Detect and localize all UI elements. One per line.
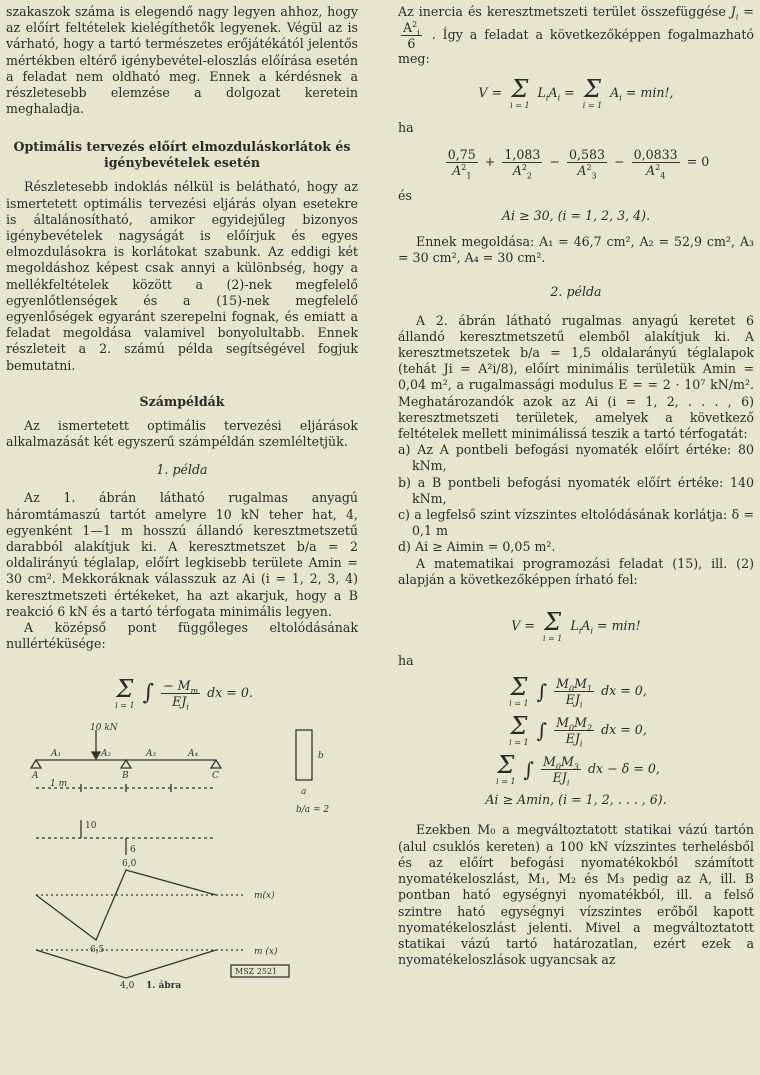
left-paragraph-3: Az ismertetett optimális tervezési eljárások alkalmazását két egyszerű számpéldán szemléltetjük. — [6, 417, 358, 450]
fig-point-c: C — [212, 770, 219, 781]
solution-paragraph: Ennek megoldása: A₁ = 46,7 cm², A₂ = 52,9 cm², A₃ = 30 cm², A₄ = 30 cm². — [398, 234, 754, 266]
fig-value-65: 6,5 — [90, 944, 105, 955]
support-b — [121, 760, 131, 768]
figure-1 — [6, 720, 358, 990]
fig-a1: A₁ — [51, 748, 62, 759]
ha-label: ha — [398, 120, 414, 136]
fig-value-60: 6,0 — [122, 858, 137, 869]
fig-caption: 1. ábra — [146, 980, 182, 990]
fig-a2: A₂ — [101, 748, 112, 759]
right-paragraph-3: A 2. ábrán látható rugalmas anyagú keretet 6 állandó keresztmetszetű elemből alakítjuk ki. A keresztmetszetek b/a = 1,5 oldalarányú téglalapok (tehát Ji = A²i/8), előírt minimális területük Amin = 0,04 m², a rugalmassági modulus E = = 2 · 10⁷ kN/m². Meghatározandók azok az Ai (i = 1, 2, . . . , 6) keresztmetszeti területek, amelyek a következő feltételek mellett minimálissá teszik a tartó térfogatát: — [398, 312, 754, 442]
equation-constraint: $\frac{0,75}{A^2_1}$ + $\frac{1,083}{A^2_2}$ − $\frac{0,583}{A^2_3}$ − $\frac{0,0833}{A^2_4}$ = 0 — [447, 146, 710, 181]
fig-length: 1 m — [50, 778, 68, 789]
section-heading: Optimális tervezés előírt elmozduláskorlátok és igénybevételek esetén — [13, 139, 351, 171]
equation-m3: Σ i = 1 ∫ $\frac{M_0M_3}{EJ_i}$ dx − δ = 0, — [496, 751, 660, 788]
es-label: és — [398, 187, 412, 203]
left-paragraph-4: Az 1. ábrán látható rugalmas anyagú háromtámaszú tartót amelyre 10 kN teher hat, 4, egyenként 1—1 m hosszú állandó keresztmetszetű darabból alakítjuk ki. A keresztmetszet b/a = 2 oldalirányú téglalap, előírt legkisebb területe Amin = 30 cm². Mekkoráknak válasszuk az Ai (i = 1, 2, 3, 4) keresztmetszeti értékeket, ha azt akarjuk, hogy a B reakció 6 kN és a tartó térfogata minimális legyen. — [6, 490, 358, 619]
left-column — [6, 4, 358, 990]
equation-min-area: Ai ≥ Amin, (i = 1, 2, . . . , 6). — [485, 792, 667, 808]
equation-m2: Σ i = 1 ∫ $\frac{M_0M_2}{EJ_i}$ dx = 0, — [509, 712, 647, 749]
support-c — [211, 760, 221, 768]
right-paragraph-1: Az inercia és keresztmetszeti terület összefüggése $J_i$ = $\frac{A^2_i}{6}$ . Így a feladat a következőképpen fogalmazható meg: — [398, 4, 754, 67]
fig-m2: m (x) — [254, 946, 278, 957]
fig-point-b: B — [122, 770, 129, 781]
fig-force-6: 6 — [130, 844, 136, 855]
condition-c: c) a legfelső szint vízszintes eltolódásának korlátja: δ = 0,1 m — [398, 507, 754, 539]
ha-label-2: ha — [398, 653, 414, 669]
fig-force-10: 10 — [85, 820, 97, 831]
moment-diagram-1 — [36, 870, 216, 940]
fig-ratio: b/a = 2 — [296, 804, 330, 815]
fig-a3: A₃ — [146, 748, 157, 759]
condition-a: a) Az A pontbeli befogási nyomaték előírt értéke: 80 kNm, — [398, 442, 754, 474]
fig-a4: A₄ — [188, 748, 199, 759]
equation-volume-2: V = Σ i = 1 $L_iA_i = \min$! — [511, 608, 641, 644]
right-column — [398, 4, 754, 968]
cross-section-rect — [296, 730, 312, 780]
condition-b: b) a B pontbeli befogási nyomaték előírt értéke: 140 kNm, — [398, 474, 754, 506]
left-paragraph-2: Részletesebb indoklás nélkül is belátható, hogy az ismertetett optimális tervezési eljárás olyan esetekre is általánosítható, amikor egyidejűleg bizonyos igénybevételek nagyságát is előírjuk és egyes elmozdulásokra is korlátokat szabunk. Az eddigi két megoldáshoz képest csak annyi a különbség, hogy a mellékfeltételek között a (2)-nek megfelelő egyenlőtlenségek és a (15)-nek megfelelő egyenlőségek egyaránt szerepelni fognak, és emiatt a feladat megoldása valamivel bonyolultabb. Ennek részleteit a 2. számú példa segítségével fogjuk bemutatni. — [6, 179, 358, 373]
equation-volume: V = Σ i = 1 $L_iA_i = \Sigma$ i = 1 $A_i = \min$!, — [478, 75, 674, 111]
moment-diagram-2 — [36, 950, 216, 978]
fig-m1: m(x) — [254, 890, 275, 901]
left-paragraph-1: szakaszok száma is elegendő nagy legyen ahhoz, hogy az előírt feltételek kielégíthetők legyenek. Végül az is várható, hogy a tartó természetes erőjátékától jelentős mértékben eltérő igénybevétel-eloszlás előírása esetén a feladat nem oldható meg. Ennek a kérdésnek a részletesebb elemzése a dolgozat keretein meghaladja. — [6, 4, 358, 117]
right-paragraph-4: A matematikai programozási feladat (15), ill. (2) alapján a következőképpen írható fel: — [398, 555, 754, 587]
examples-heading: Számpéldák — [139, 393, 225, 409]
support-a — [31, 760, 41, 768]
equation-bound: Ai ≥ 30, (i = 1, 2, 3, 4). — [501, 207, 651, 223]
fig-load-label: 10 kN — [90, 722, 118, 733]
fig-a: a — [301, 786, 307, 797]
example-2-title: 2. példa — [550, 284, 602, 300]
equation-displacement: Σ i = 1 ∫ $\frac{- M_m}{EJ_i}$ dx = 0. — [115, 674, 253, 712]
left-paragraph-5: A középső pont függőleges eltolódásának nullértéküsége: — [6, 620, 358, 652]
example-1-title: 1. példa — [156, 462, 208, 478]
load-arrow-head — [92, 752, 100, 759]
condition-d: d) Ai ≥ Aimin = 0,05 m². — [398, 539, 556, 555]
right-paragraph-5: Ezekben M₀ a megváltoztatott statikai vázú tartón (alul csuklós kereten) a 100 kN vízszintes terhelésből és az előírt befogási nyomatékokból számított nyomatékeloszlást, M₁, M₂ és M₃ pedig az A, ill. B pontban ható egységnyi nyomatékból, ill. a felső szintre ható egységnyi vízszintes erőből kapott nyomatékeloszlást jelenti. Mivel a megváltoztatott statikai vázú tartó határozatlan, ezért ezek a nyomatékeloszlások ugyancsak az — [398, 822, 754, 968]
fig-point-a: A — [32, 770, 39, 781]
fig-stamp: MSZ 2521 — [235, 966, 278, 976]
equation-m1: Σ i = 1 ∫ $\frac{M_0M_1}{EJ_i}$ dx = 0, — [509, 673, 647, 710]
fig-value-40: 4,0 — [120, 980, 135, 990]
fig-b: b — [318, 750, 324, 761]
